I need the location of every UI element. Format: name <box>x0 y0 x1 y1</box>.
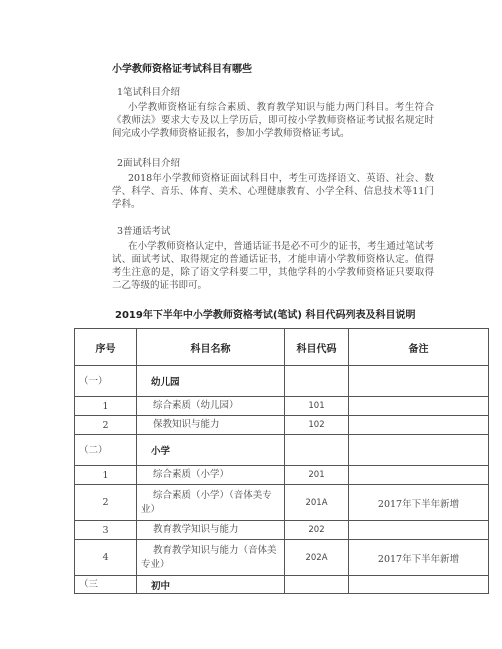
table-row <box>75 521 489 540</box>
row-note <box>349 466 489 485</box>
row-name: 综合素质（小学） <box>137 466 285 485</box>
row-code <box>285 366 349 397</box>
row-code: 201A <box>285 485 349 521</box>
row-note <box>349 521 489 540</box>
table-row <box>75 466 489 485</box>
row-name: 保教知识与能力 <box>137 416 285 435</box>
row-name: 幼儿园 <box>137 366 285 397</box>
row-name: 教育教学知识与能力（音体美专业） <box>137 540 285 576</box>
row-name: 小学 <box>137 435 285 466</box>
row-code <box>285 435 349 466</box>
table-row <box>75 485 489 521</box>
table-row <box>75 397 489 416</box>
table-row <box>75 540 489 576</box>
row-seq: 2 <box>75 416 137 435</box>
table-title: 2019年下半年中小学教师资格考试(笔试) 科目代码列表及科目说明 <box>115 310 416 321</box>
row-note: 2017年下半年新增 <box>349 540 489 576</box>
row-seq: （一） <box>75 366 137 397</box>
table-row <box>75 416 489 435</box>
header-seq: 序号 <box>75 329 137 366</box>
row-note <box>349 576 489 594</box>
section-text-interview: 2018年小学教师资格证面试科目中，考生可选择语文、英语、社会、数学、科学、音乐、体育、美术、心理健康教育、小学全科、信息技术等11门学科。 <box>112 173 434 210</box>
row-seq: 2 <box>75 485 137 521</box>
row-code: 202 <box>285 521 349 540</box>
section-text-written: 小学教师资格证有综合素质、教育教学知识与能力两门科目。考生符合《教师法》要求大专及以上学历后，即可按小学教师资格证考试报名规定时间完成小学教师资格证报名，参加小学教师资格证考试。 <box>112 102 434 139</box>
row-seq: （三 <box>75 576 137 594</box>
section-text-mandarin: 在小学教师资格认定中，普通话证书是必不可少的证书，考生通过笔试考试、面试考试、取得规定的普通话证书，才能申请小学教师资格认定。值得考生注意的是，除了语文学科要二甲，其他学科的小学教师资格证只要取得二乙等级的证书即可。 <box>112 241 434 291</box>
row-code: 102 <box>285 416 349 435</box>
header-note: 备注 <box>349 329 489 366</box>
row-note <box>349 366 489 397</box>
row-name: 综合素质（小学）（音体美专业） <box>137 485 285 521</box>
row-name: 初中 <box>137 576 285 594</box>
row-name: 教育教学知识与能力 <box>137 521 285 540</box>
row-note: 2017年下半年新增 <box>349 485 489 521</box>
row-name: 综合素质（幼儿园） <box>137 397 285 416</box>
subject-code-table <box>74 328 489 594</box>
row-code: 101 <box>285 397 349 416</box>
row-seq: 1 <box>75 466 137 485</box>
table-row <box>75 435 489 466</box>
table-row <box>75 366 489 397</box>
row-seq: 4 <box>75 540 137 576</box>
section-heading-mandarin: 3普通话考试 <box>117 226 171 237</box>
table-header-row <box>75 329 489 366</box>
row-seq: （二） <box>75 435 137 466</box>
row-code: 201 <box>285 466 349 485</box>
row-code <box>285 576 349 594</box>
row-code: 202A <box>285 540 349 576</box>
row-seq: 1 <box>75 397 137 416</box>
row-note <box>349 397 489 416</box>
table-row <box>75 576 489 594</box>
section-heading-written: 1笔试科目介绍 <box>117 87 181 98</box>
row-seq: 3 <box>75 521 137 540</box>
row-note <box>349 435 489 466</box>
row-note <box>349 416 489 435</box>
header-name: 科目名称 <box>137 329 285 366</box>
section-heading-interview: 2面试科目介绍 <box>117 158 181 169</box>
document-title: 小学教师资格证考试科目有哪些 <box>112 64 252 75</box>
header-code: 科目代码 <box>285 329 349 366</box>
